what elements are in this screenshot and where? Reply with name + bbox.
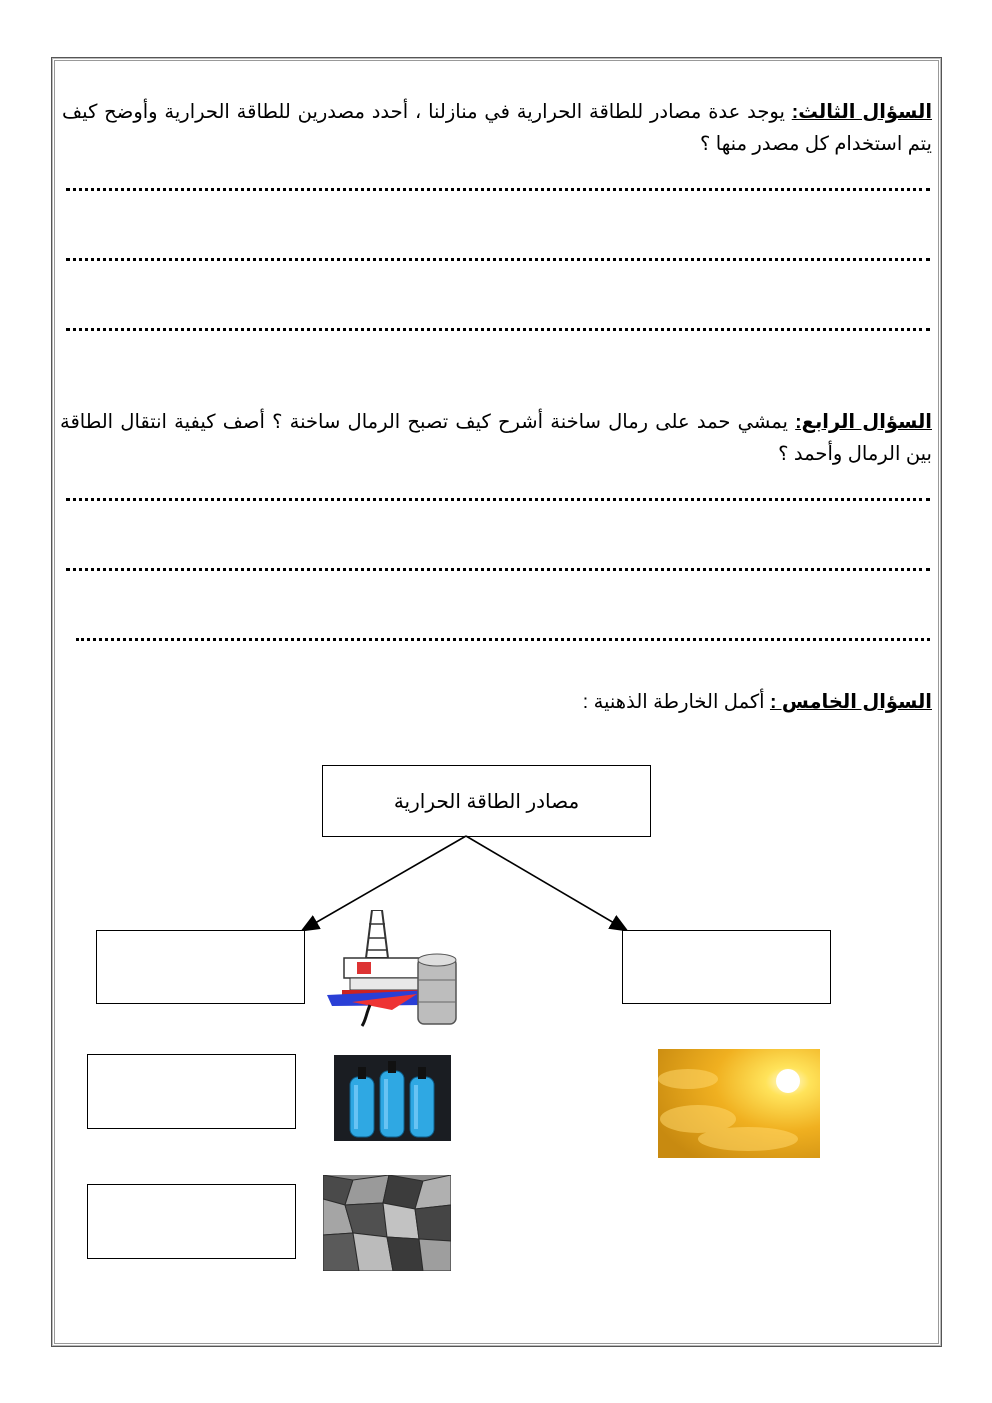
arrow-right — [466, 836, 626, 930]
gas-cylinders-icon — [334, 1055, 451, 1141]
answer-box-right[interactable] — [622, 930, 831, 1004]
question-4-label: السؤال الرابع: — [795, 411, 932, 433]
coal-icon — [323, 1175, 451, 1271]
question-3-label: السؤال الثالث: — [791, 101, 933, 123]
answer-box[interactable] — [87, 1184, 296, 1259]
question-5-label: السؤال الخامس : — [769, 691, 932, 713]
answer-box-left[interactable] — [96, 930, 305, 1004]
mindmap-center-label: مصادر الطاقة الحرارية — [393, 790, 580, 813]
question-3-text: يوجد عدة مصادر للطاقة الحرارية في منازلنا ، أحدد مصدرين للطاقة الحرارية وأوضح كيف يتم استخدام كل مصدر منها ؟ — [62, 101, 932, 155]
question-4-text: يمشي حمد على رمال ساخنة أشرح كيف تصبح الرمال ساخنة ؟ أصف كيفية انتقال الطاقة بين الرمال وأحمد ؟ — [60, 411, 932, 465]
sun-icon — [658, 1049, 820, 1158]
answer-box[interactable] — [87, 1054, 296, 1129]
question-5-text: أكمل الخارطة الذهنية : — [582, 691, 770, 713]
oil-rig-icon — [322, 910, 462, 1028]
